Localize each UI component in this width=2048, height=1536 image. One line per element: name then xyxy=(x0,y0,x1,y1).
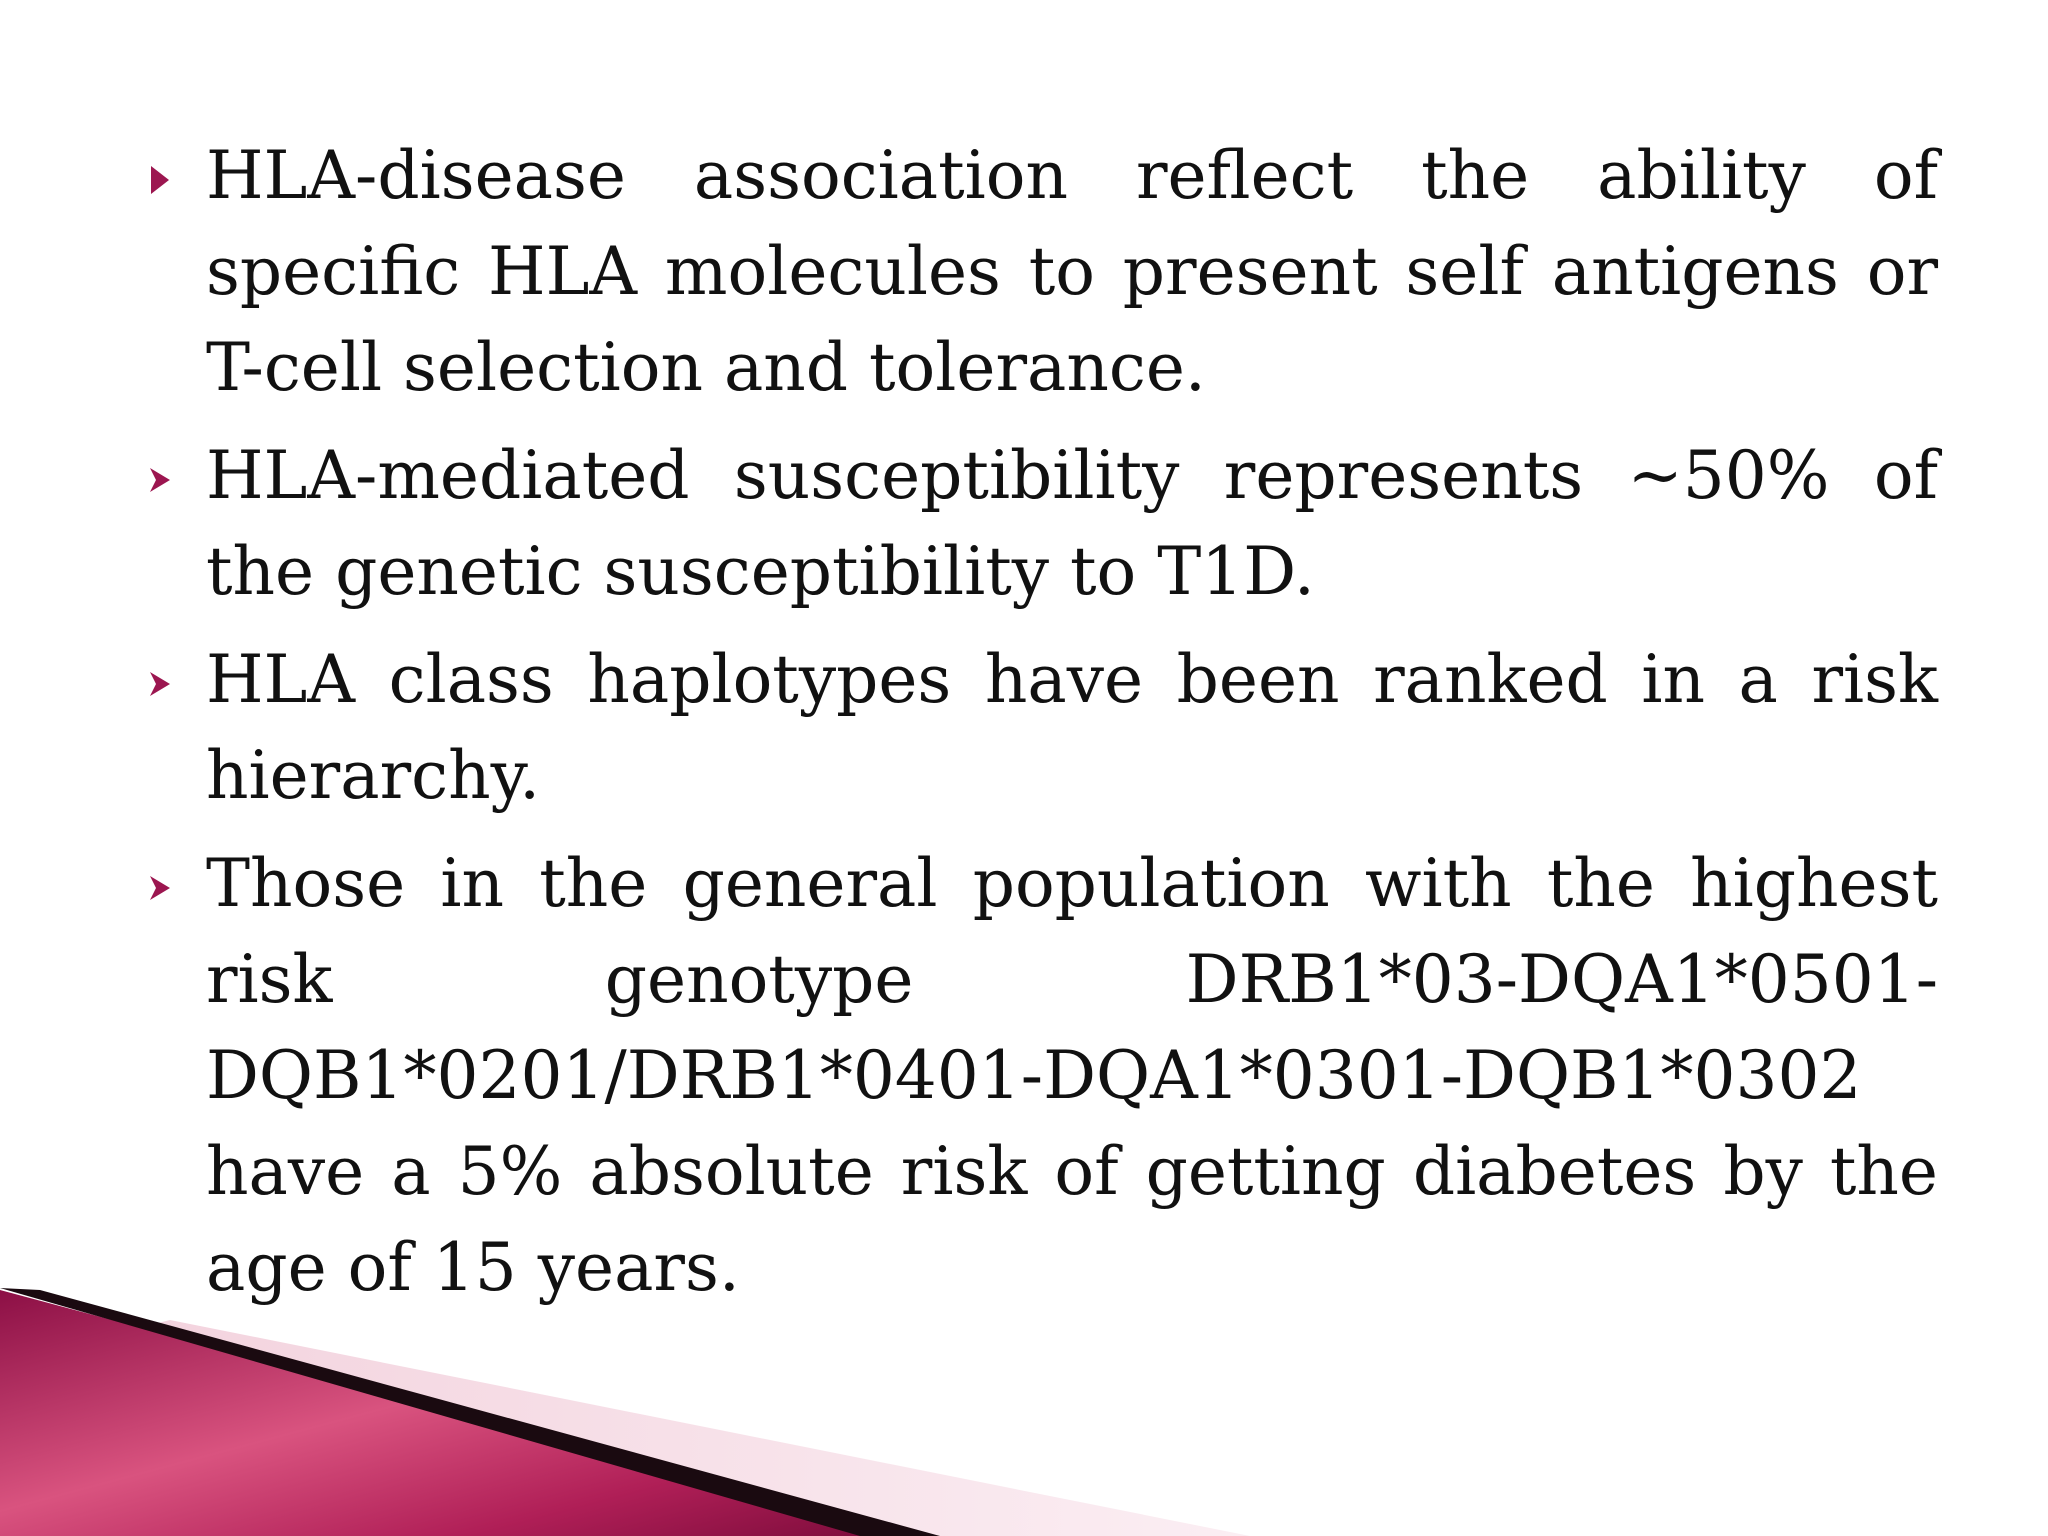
bullet-item-3 xyxy=(148,632,1938,824)
bullet-text: HLA class haplotypes have been ranked in a risk hierarchy. xyxy=(206,641,1938,814)
bullet-item-1 xyxy=(148,128,1938,416)
bullet-text: Those in the general population with the highest risk genotype DRB1*03-DQA1*0501-DQB1*0201/DRB1*0401-DQA1*0301-DQB1*0302 have a 5% absolute risk of getting diabetes by the age of 15 years. xyxy=(206,845,1938,1306)
bullet-text: HLA-disease association reflect the ability of specific HLA molecules to present self antigens or T-cell selection and tolerance. xyxy=(206,137,1938,406)
bullet-list xyxy=(148,128,1938,1328)
bullet-item-2 xyxy=(148,428,1938,620)
bullet-item-4 xyxy=(148,836,1938,1316)
arrowhead-bullet-icon xyxy=(148,466,172,494)
bullet-text: HLA-mediated susceptibility represents ~50% of the genetic susceptibility to T1D. xyxy=(206,437,1938,610)
arrowhead-bullet-icon xyxy=(148,670,172,698)
arrowhead-bullet-icon xyxy=(148,874,172,902)
triangle-bullet-icon xyxy=(148,166,172,194)
